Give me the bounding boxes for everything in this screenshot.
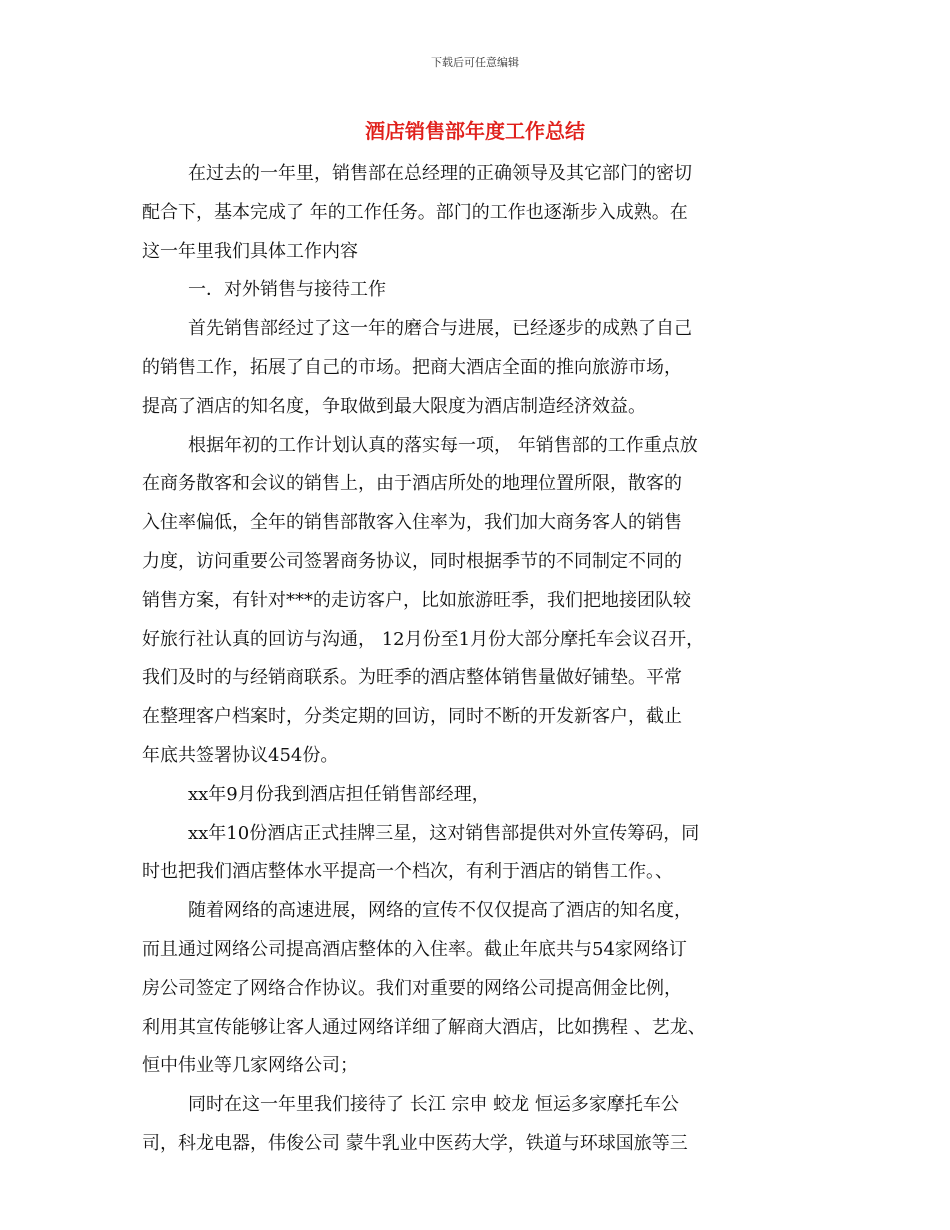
document-title: 酒店销售部年度工作总结: [365, 119, 585, 143]
paragraph-line: xx年9月份我到酒店担任销售部经理，: [188, 783, 490, 805]
paragraph-line: 入住率偏低，全年的销售部散客入住率为，我们加大商务客人的销售: [142, 512, 682, 534]
paragraph-line: 销售方案，有针对***的走访客户，比如旅游旺季，我们把地接团队较: [142, 589, 691, 611]
paragraph-line: 我们及时的与经销商联系。为旺季的酒店整体销售量做好铺垫。平常: [142, 667, 682, 689]
paragraph-line: 的销售工作，拓展了自己的市场。把商大酒店全面的推向旅游市场，: [142, 356, 682, 378]
paragraph-line: 提高了酒店的知名度，争取做到最大限度为酒店制造经济效益。: [142, 395, 646, 417]
paragraph-line: 在整理客户档案时，分类定期的回访，同时不断的开发新客户，截止: [142, 706, 682, 728]
paragraph-line: 随着网络的高速进展，网络的宣传不仅仅提高了酒店的知名度，: [188, 900, 692, 922]
paragraph-line: 房公司签定了网络合作协议。我们对重要的网络公司提高佣金比例，: [142, 977, 682, 999]
paragraph-line: 而且通过网络公司提高酒店整体的入住率。截止年底共与54家网络订: [142, 938, 687, 960]
paragraph-line: 根据年初的工作计划认真的落实每一项， 年销售部的工作重点放: [188, 434, 698, 456]
paragraph-line: 同时在这一年里我们接待了 长江 宗申 蛟龙 恒运多家摩托车公: [188, 1094, 679, 1116]
paragraph-line: xx年10份酒店正式挂牌三星，这对销售部提供对外宣传筹码，同: [188, 822, 700, 844]
paragraph-line: 这一年里我们具体工作内容: [142, 240, 358, 262]
paragraph-line: 司，科龙电器，伟俊公司 蒙牛乳业中医药大学，铁道与环球国旅等三: [142, 1132, 688, 1154]
document-body: [142, 157, 818, 1166]
paragraph-line: 力度，访问重要公司签署商务协议，同时根据季节的不同制定不同的: [142, 550, 682, 572]
paragraph-line: 时也把我们酒店整体水平提高一个档次，有利于酒店的销售工作。、: [142, 861, 673, 883]
section-heading: 一．对外销售与接待工作: [188, 279, 386, 301]
paragraph-line: 首先销售部经过了这一年的磨合与进展，已经逐步的成熟了自己: [188, 318, 692, 340]
paragraph-line: 配合下，基本完成了 年的工作任务。部门的工作也逐渐步入成熟。在: [142, 201, 688, 223]
paragraph-line: 好旅行社认真的回访与沟通， 12月份至1月份大部分摩托车会议召开，: [142, 628, 705, 650]
paragraph-line: 利用其宣传能够让客人通过网络详细了解商大酒店，比如携程 、艺龙、: [142, 1016, 706, 1038]
paragraph-line: 在商务散客和会议的销售上，由于酒店所处的地理位置所限，散客的: [142, 473, 682, 495]
paragraph-line: 年底共签署协议454份。: [142, 744, 339, 766]
page-header: 下载后可任意编辑: [431, 56, 519, 69]
paragraph-line: 在过去的一年里，销售部在总经理的正确领导及其它部门的密切: [188, 163, 692, 184]
paragraph-line: 恒中伟业等几家网络公司；: [142, 1055, 358, 1077]
